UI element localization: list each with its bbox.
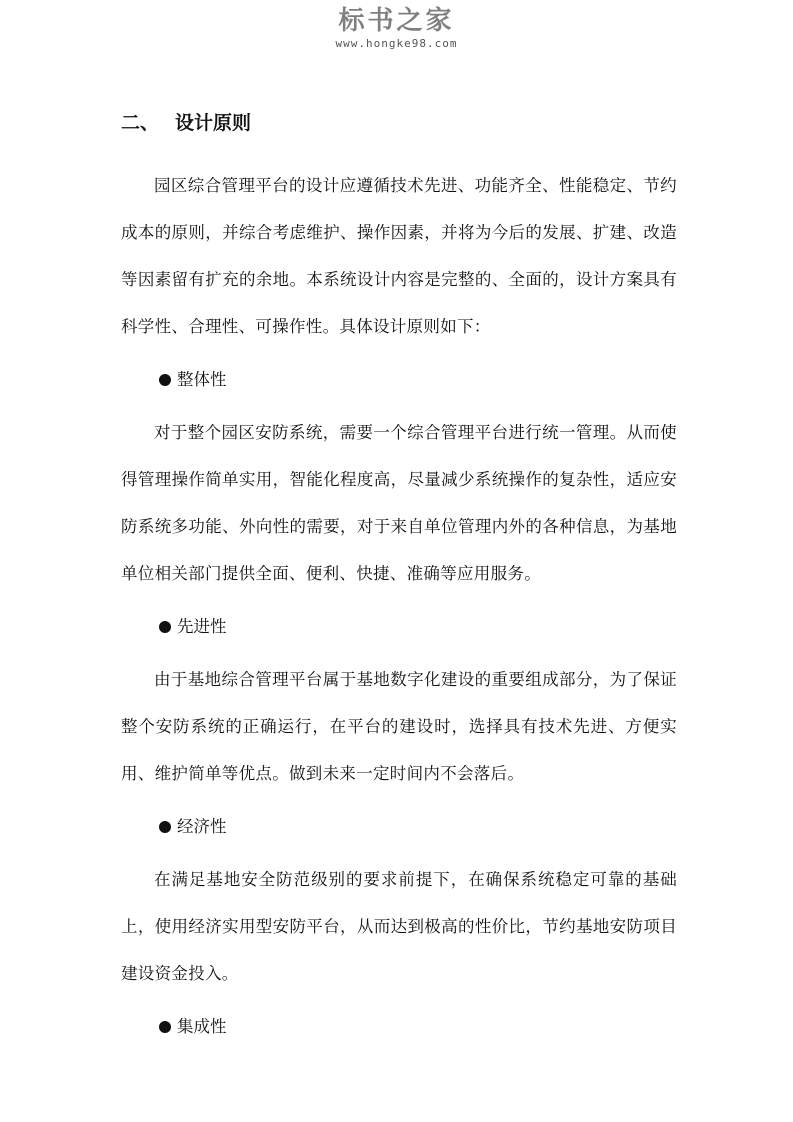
document-body	[121, 108, 677, 1056]
principle-title: 先进性	[177, 617, 227, 636]
principle-title: 整体性	[177, 370, 227, 389]
section-number: 二、	[121, 112, 160, 134]
principle-heading-economy	[121, 803, 677, 850]
watermark-header	[0, 6, 793, 51]
bullet-dot-icon	[159, 1021, 171, 1033]
section-heading	[121, 108, 677, 138]
section-title: 设计原则	[175, 112, 252, 134]
intro-paragraph: 园区综合管理平台的设计应遵循技术先进、功能齐全、性能稳定、节约成本的原则，并综合考虑维护、操作因素，并将为今后的发展、扩建、改造等因素留有扩充的余地。本系统设计内容是完整的、全面的，设计方案具有科学性、合理性、可操作性。具体设计原则如下：	[121, 176, 677, 336]
principle-title: 集成性	[177, 1017, 227, 1036]
bullet-dot-icon	[159, 821, 171, 833]
principle-paragraph-advanced: 由于基地综合管理平台属于基地数字化建设的重要组成部分，为了保证整个安防系统的正确运行，在平台的建设时，选择具有技术先进、方便实用、维护简单等优点。做到未来一定时间内不会落后。	[121, 670, 677, 783]
principle-title: 经济性	[177, 817, 227, 836]
bullet-dot-icon	[159, 621, 171, 633]
watermark-url: www.hongke98.com	[335, 37, 458, 50]
watermark-logo: 标书之家	[338, 6, 455, 36]
principle-heading-integration	[121, 1003, 677, 1050]
bullet-dot-icon	[159, 374, 171, 386]
principle-heading-advanced	[121, 603, 677, 650]
principle-paragraph-integrity: 对于整个园区安防系统，需要一个综合管理平台进行统一管理。从而使得管理操作简单实用，智能化程度高，尽量减少系统操作的复杂性，适应安防系统多功能、外向性的需要，对于来自单位管理内外的各种信息，为基地单位相关部门提供全面、便利、快捷、准确等应用服务。	[121, 423, 677, 583]
principle-paragraph-economy: 在满足基地安全防范级别的要求前提下，在确保系统稳定可靠的基础上，使用经济实用型安防平台，从而达到极高的性价比，节约基地安防项目建设资金投入。	[121, 870, 677, 983]
principle-heading-integrity	[121, 356, 677, 403]
